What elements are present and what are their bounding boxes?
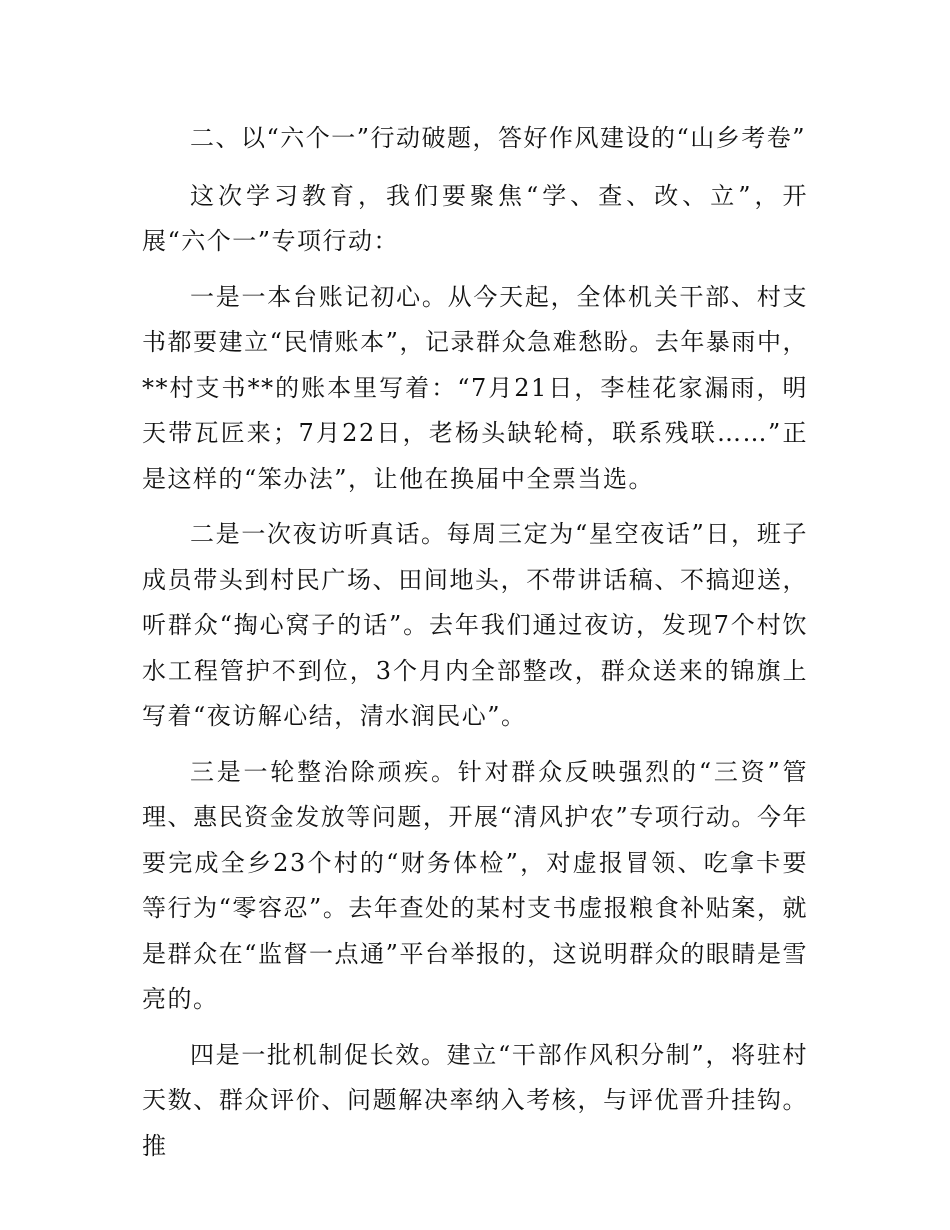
paragraph-ledger: 一是一本台账记初心。从今天起，全体机关干部、村支书都要建立“民情账本”，记录群众急难愁盼。去年暴雨中，**村支书**的账本里写着：“7月21日，李桂花家漏雨，明天带瓦匠来；7月22日，老杨头缺轮椅，联系残联……”正是这样的“笨办法”，让他在换届中全票当选。 [142, 282, 808, 493]
paragraph-night-visit: 二是一次夜访听真话。每周三定为“星空夜话”日，班子成员带头到村民广场、田间地头，不带讲话稿、不搞迎送，听群众“掏心窝子的话”。去年我们通过夜访，发现7个村饮水工程管护不到位，3个月内全部整改，群众送来的锦旗上写着“夜访解心结，清水润民心”。 [142, 520, 808, 730]
document-body [142, 116, 808, 1179]
paragraph-intro: 这次学习教育，我们要聚焦“学、查、改、立”，开展“六个一”专项行动： [142, 181, 808, 255]
section-heading: 二、以“六个一”行动破题，答好作风建设的“山乡考卷” [190, 124, 807, 152]
paragraph-mechanism: 四是一批机制促长效。建立“干部作风积分制”，将驻村天数、群众评价、问题解决率纳入考核，与评优晋升挂钩。推 [142, 1040, 808, 1160]
paragraph-rectification: 三是一轮整治除顽疾。针对群众反映强烈的“三资”管理、惠民资金发放等问题，开展“清风护农”专项行动。今年要完成全乡23个村的“财务体检”，对虚报冒领、吃拿卡要等行为“零容忍”。去年查处的某村支书虚报粮食补贴案，就是群众在“监督一点通”平台举报的，这说明群众的眼睛是雪亮的。 [142, 757, 808, 1013]
